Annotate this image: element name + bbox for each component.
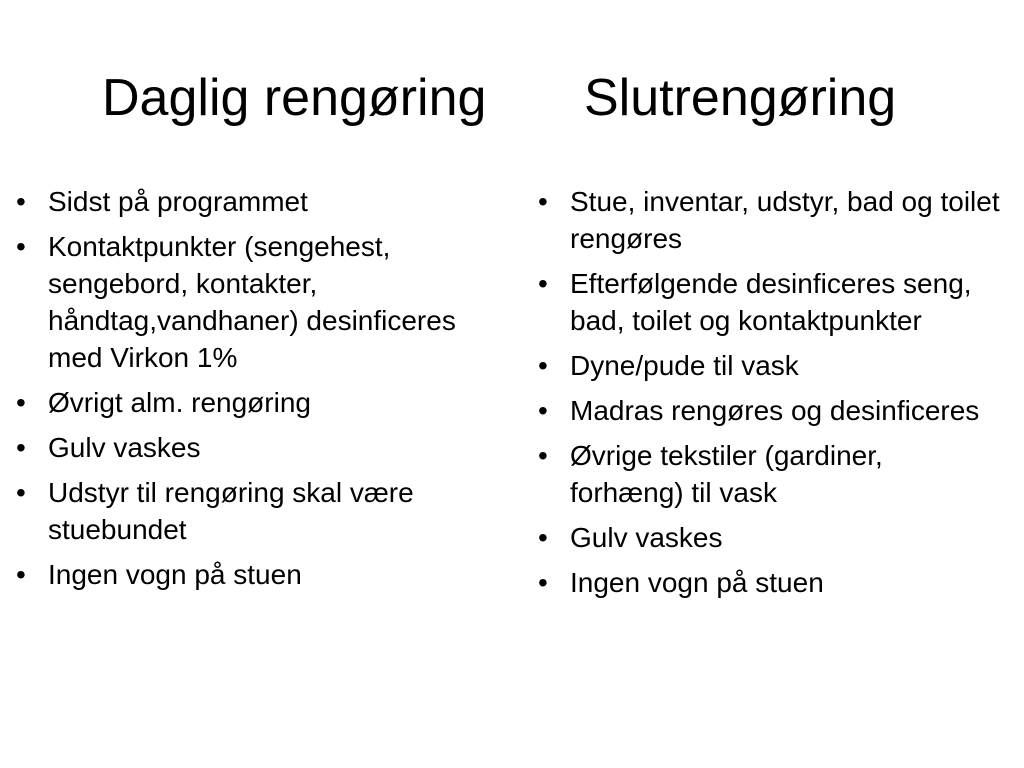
list-item-text: Øvrige tekstiler (gardiner, forhæng) til vask — [570, 440, 883, 508]
list-item-text: Øvrigt alm. rengøring — [48, 387, 311, 418]
list-item-text: Dyne/pude til vask — [570, 350, 799, 381]
bullet-icon: • — [16, 186, 26, 217]
list-item — [10, 429, 490, 466]
bullet-icon: • — [538, 440, 548, 471]
list-item-text: Kontaktpunkter (sengehest, sengebord, kontakter, håndtag,vandhaner) desinficeres med Virkon 1% — [48, 231, 456, 373]
list-item — [10, 183, 490, 220]
list-item — [532, 265, 1002, 339]
list-item — [10, 228, 490, 376]
list-item — [10, 556, 490, 593]
list-item — [532, 183, 1002, 257]
list-item — [532, 347, 1002, 384]
list-item-text: Udstyr til rengøring skal være stuebundet — [48, 477, 414, 545]
list-item-text: Ingen vogn på stuen — [570, 567, 824, 598]
list-item-text: Sidst på programmet — [48, 186, 308, 217]
list-item — [532, 437, 1002, 511]
list-item-text: Efterfølgende desinficeres seng, bad, toilet og kontaktpunkter — [570, 268, 972, 336]
list-item — [532, 564, 1002, 601]
bullet-icon: • — [538, 186, 548, 217]
list-item-text: Stue, inventar, udstyr, bad og toilet rengøres — [570, 186, 1000, 254]
heading-daglig-rengoring: Daglig rengøring — [102, 69, 487, 127]
list-item-text: Gulv vaskes — [570, 522, 723, 553]
bullet-icon: • — [16, 387, 26, 418]
bullet-icon: • — [16, 432, 26, 463]
bullet-icon: • — [538, 567, 548, 598]
list-item — [10, 384, 490, 421]
bullet-icon: • — [16, 477, 26, 508]
list-item-text: Gulv vaskes — [48, 432, 201, 463]
list-item — [532, 519, 1002, 556]
right-bullet-list — [532, 183, 1002, 609]
list-item — [532, 392, 1002, 429]
bullet-icon: • — [538, 350, 548, 381]
heading-slutrengoring: Slutrengøring — [584, 69, 897, 127]
list-item — [10, 474, 490, 548]
list-item-text: Ingen vogn på stuen — [48, 559, 302, 590]
bullet-icon: • — [538, 268, 548, 299]
bullet-icon: • — [16, 231, 26, 262]
bullet-icon: • — [16, 559, 26, 590]
left-bullet-list — [10, 183, 490, 601]
list-item-text: Madras rengøres og desinficeres — [570, 395, 980, 426]
bullet-icon: • — [538, 522, 548, 553]
bullet-icon: • — [538, 395, 548, 426]
